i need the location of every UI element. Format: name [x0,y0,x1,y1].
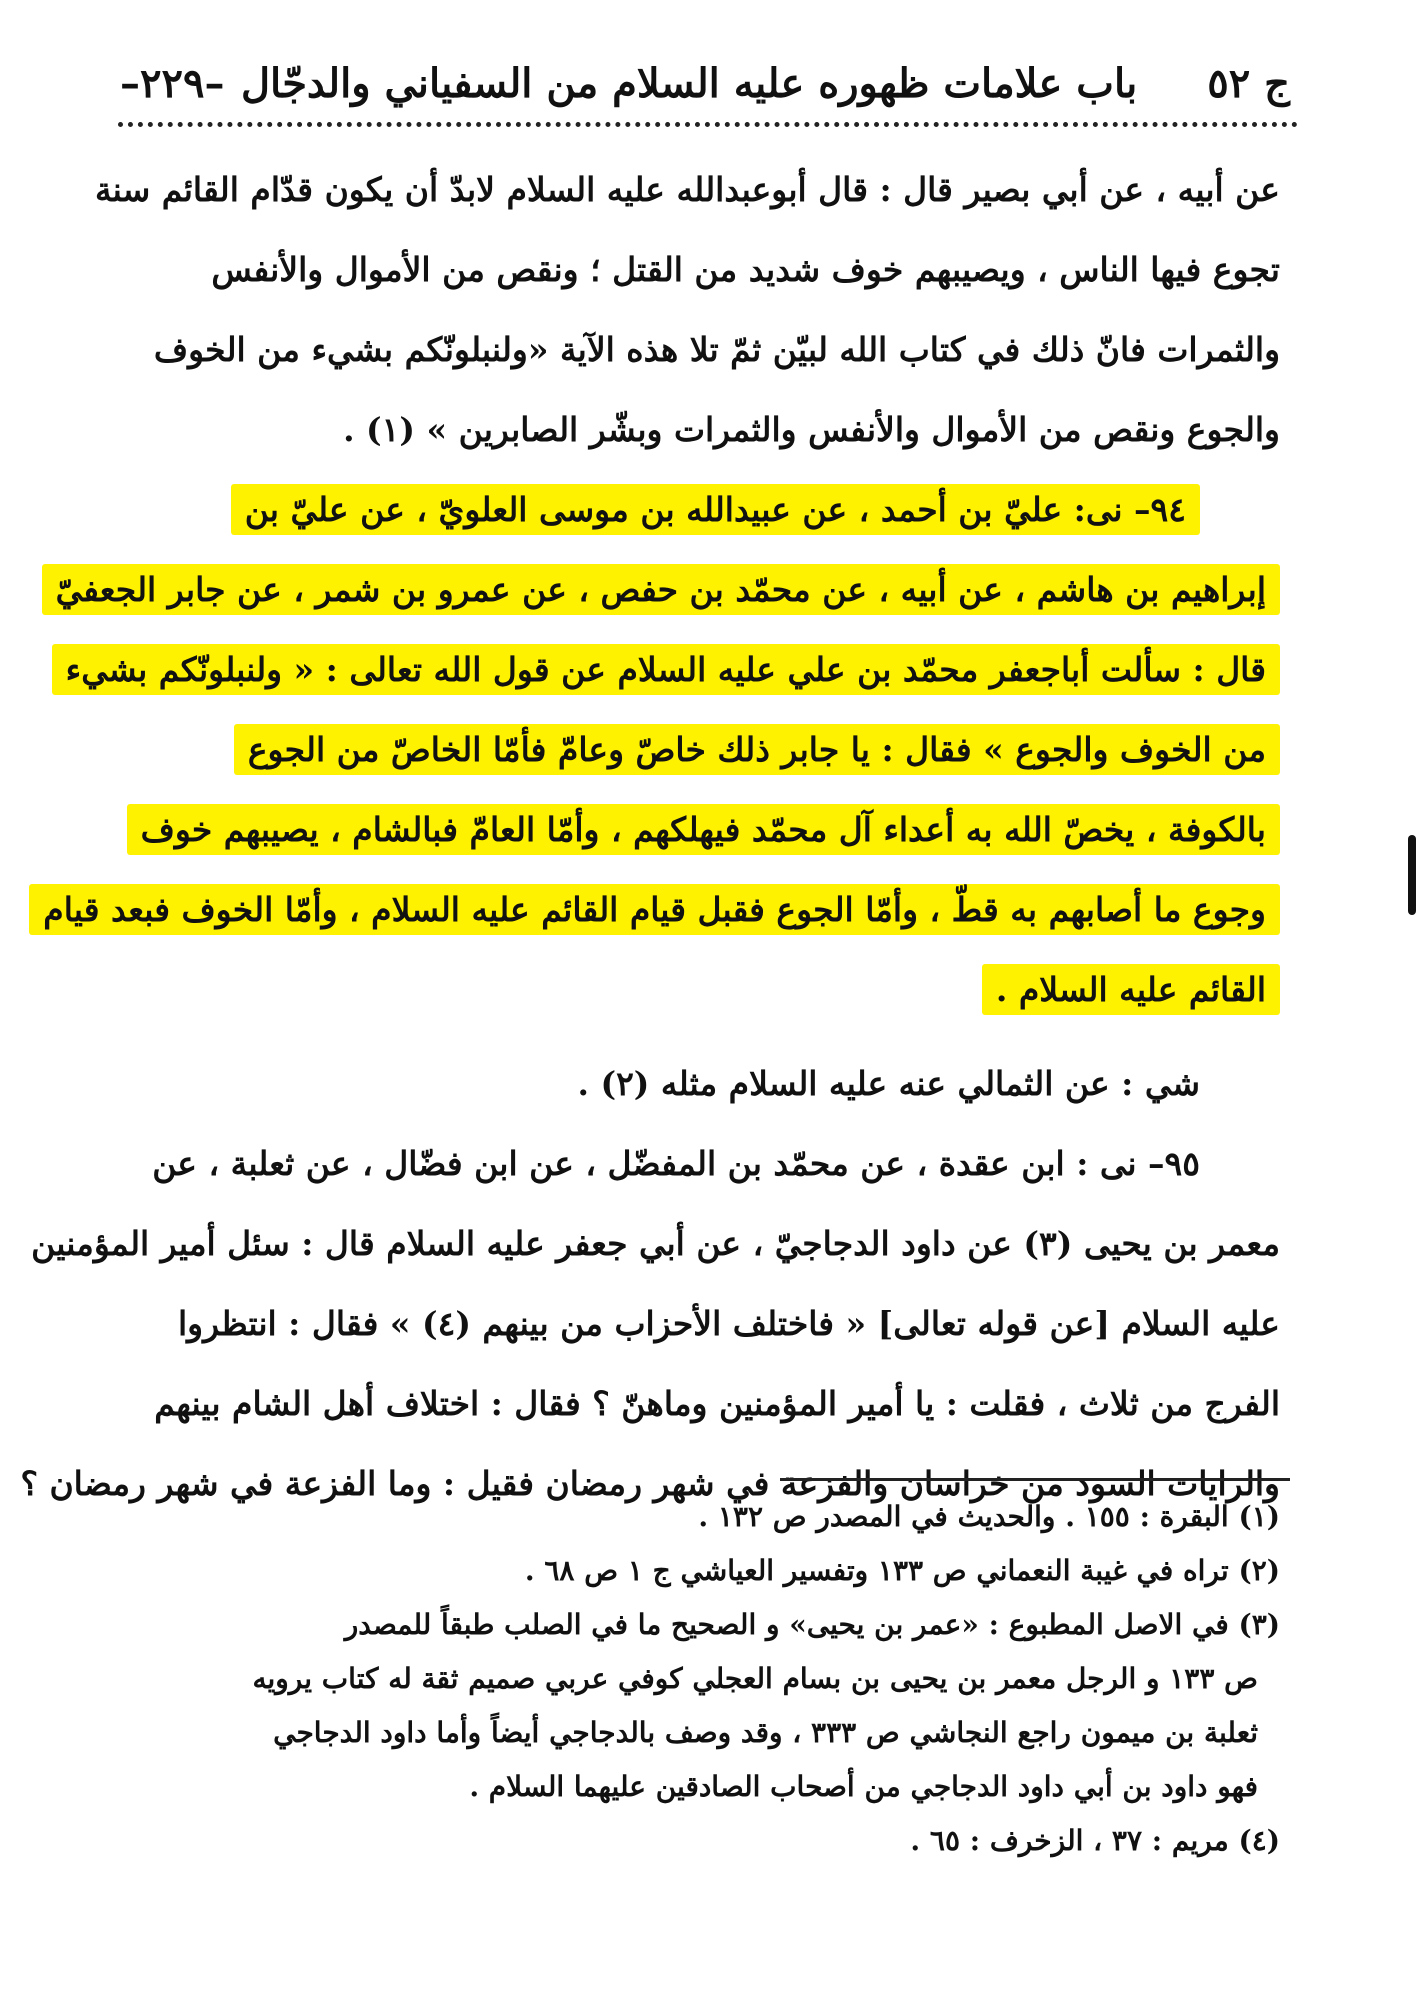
line-text: شي : عن الثمالي عنه عليه السلام مثله (٢) . [577,1064,1200,1103]
line-text: الفرج من ثلاث ، فقلت : يا أمير المؤمنين وماهنّ ؟ فقال : اختلاف أهل الشام بينهم [154,1384,1280,1423]
footnote-line: فهو داود بن أبي داود الدجاجي من أصحاب الصادقين عليهما السلام . [469,1770,1258,1803]
highlighted-text: القائم عليه السلام . [982,964,1280,1015]
footnote-line: (٢) تراه في غيبة النعماني ص ١٣٣ وتفسير العياشي ج ١ ص ٦٨ . [524,1554,1280,1587]
line-text: معمر بن يحيى (٣) عن داود الدجاجيّ ، عن أبي جعفر عليه السلام قال : سئل أمير المؤمنين [31,1224,1280,1263]
highlighted-text: وجوع ما أصابهم به قطّ ، وأمّا الجوع فقبل قيام القائم عليه السلام ، وأمّا الخوف فبعد قيام [29,884,1280,935]
page-edge-mark [1408,835,1416,915]
text-line [140,310,1280,390]
line-text: عليه السلام [عن قوله تعالى] « فاختلف الأحزاب من بينهم (٤) » فقال : انتظروا [178,1304,1280,1343]
line-text: والرايات السود من خراسان والفزعة في شهر رمضان فقيل : وما الفزعة في شهر رمضان ؟ [20,1464,1280,1503]
highlighted-text: ٩٤– نى: عليّ بن أحمد ، عن عبيدالله بن موسى العلويّ ، عن عليّ بن [231,484,1200,535]
volume-number: ج ٥٢ [1207,59,1290,107]
header-dotted-rule [118,122,1298,127]
highlighted-text-line [43,870,1280,950]
highlighted-text-line [140,470,1280,550]
line-text: عن أبيه ، عن أبي بصير قال : قال أبوعبدالله عليه السلام لابدّ أن يكون قدّام القائم سنة [94,170,1280,209]
highlighted-text-line [140,950,1280,1030]
footnote-line: ص ١٣٣ و الرجل معمر بن يحيى بن بسام العجلي كوفي عربي صميم ثقة له كتاب يرويه [252,1662,1258,1695]
text-line [31,1204,1280,1284]
highlighted-text-line [140,790,1280,870]
footnote-line: ثعلبة بن ميمون راجع النجاشي ص ٣٣٣ ، وقد وصف بالدجاجي أيضاً وأما داود الدجاجي [273,1716,1258,1749]
highlighted-text-line [55,550,1280,630]
footnote-line: (٣) في الاصل المطبوع : «عمر بن يحيى» و الصحيح ما في الصلب طبقاً للمصدر [344,1608,1280,1641]
text-line [140,1364,1280,1444]
line-text: ٩٥– نى : ابن عقدة ، عن محمّد بن المفضّل ، عن ابن فضّال ، عن ثعلبة ، عن [152,1144,1200,1183]
page-number: –٢٢٩– [120,59,225,107]
highlighted-text: بالكوفة ، يخصّ الله به أعداء آل محمّد فيهلكهم ، وأمّا العامّ فبالشام ، يصيبهم خوف [127,804,1280,855]
text-line [140,1284,1280,1364]
footnotes [140,1490,1280,1868]
footnote-line: (٤) مريم : ٣٧ ، الزخرف : ٦٥ . [910,1824,1280,1857]
text-line [140,230,1280,310]
text-line [140,1124,1280,1204]
text-line [94,150,1280,230]
line-text: والجوع ونقص من الأموال والأنفس والثمرات وبشّر الصابرين » (١) . [343,410,1280,449]
line-text: تجوع فيها الناس ، ويصيبهم خوف شديد من القتل ؛ ونقص من الأموال والأنفس [211,250,1280,289]
highlighted-text-line [65,630,1280,710]
highlighted-text: إبراهيم بن هاشم ، عن أبيه ، عن محمّد بن حفص ، عن عمرو بن شمر ، عن جابر الجعفيّ [42,564,1280,615]
footnote-line: (١) البقرة : ١٥٥ . والحديث في المصدر ص ١٣٢ . [698,1500,1280,1533]
text-line [140,1044,1280,1124]
highlighted-text: من الخوف والجوع » فقال : يا جابر ذلك خاصّ وعامّ فأمّا الخاصّ من الجوع [234,724,1280,775]
text-line [140,390,1280,470]
chapter-title: باب علامات ظهوره عليه السلام من السفياني والدجّال [240,59,1138,107]
body-text [20,150,1280,1524]
page-header [120,48,1290,118]
highlighted-text-line [140,710,1280,790]
paragraph-gap [140,1030,1280,1044]
line-text: والثمرات فانّ ذلك في كتاب الله لبيّن ثمّ تلا هذه الآية «ولنبلونّكم بشيء من الخوف [153,330,1280,369]
footnote-separator [780,1478,1290,1481]
highlighted-text: قال : سألت أباجعفر محمّد بن علي عليه السلام عن قول الله تعالى : « ولنبلونّكم بشيء [52,644,1280,695]
